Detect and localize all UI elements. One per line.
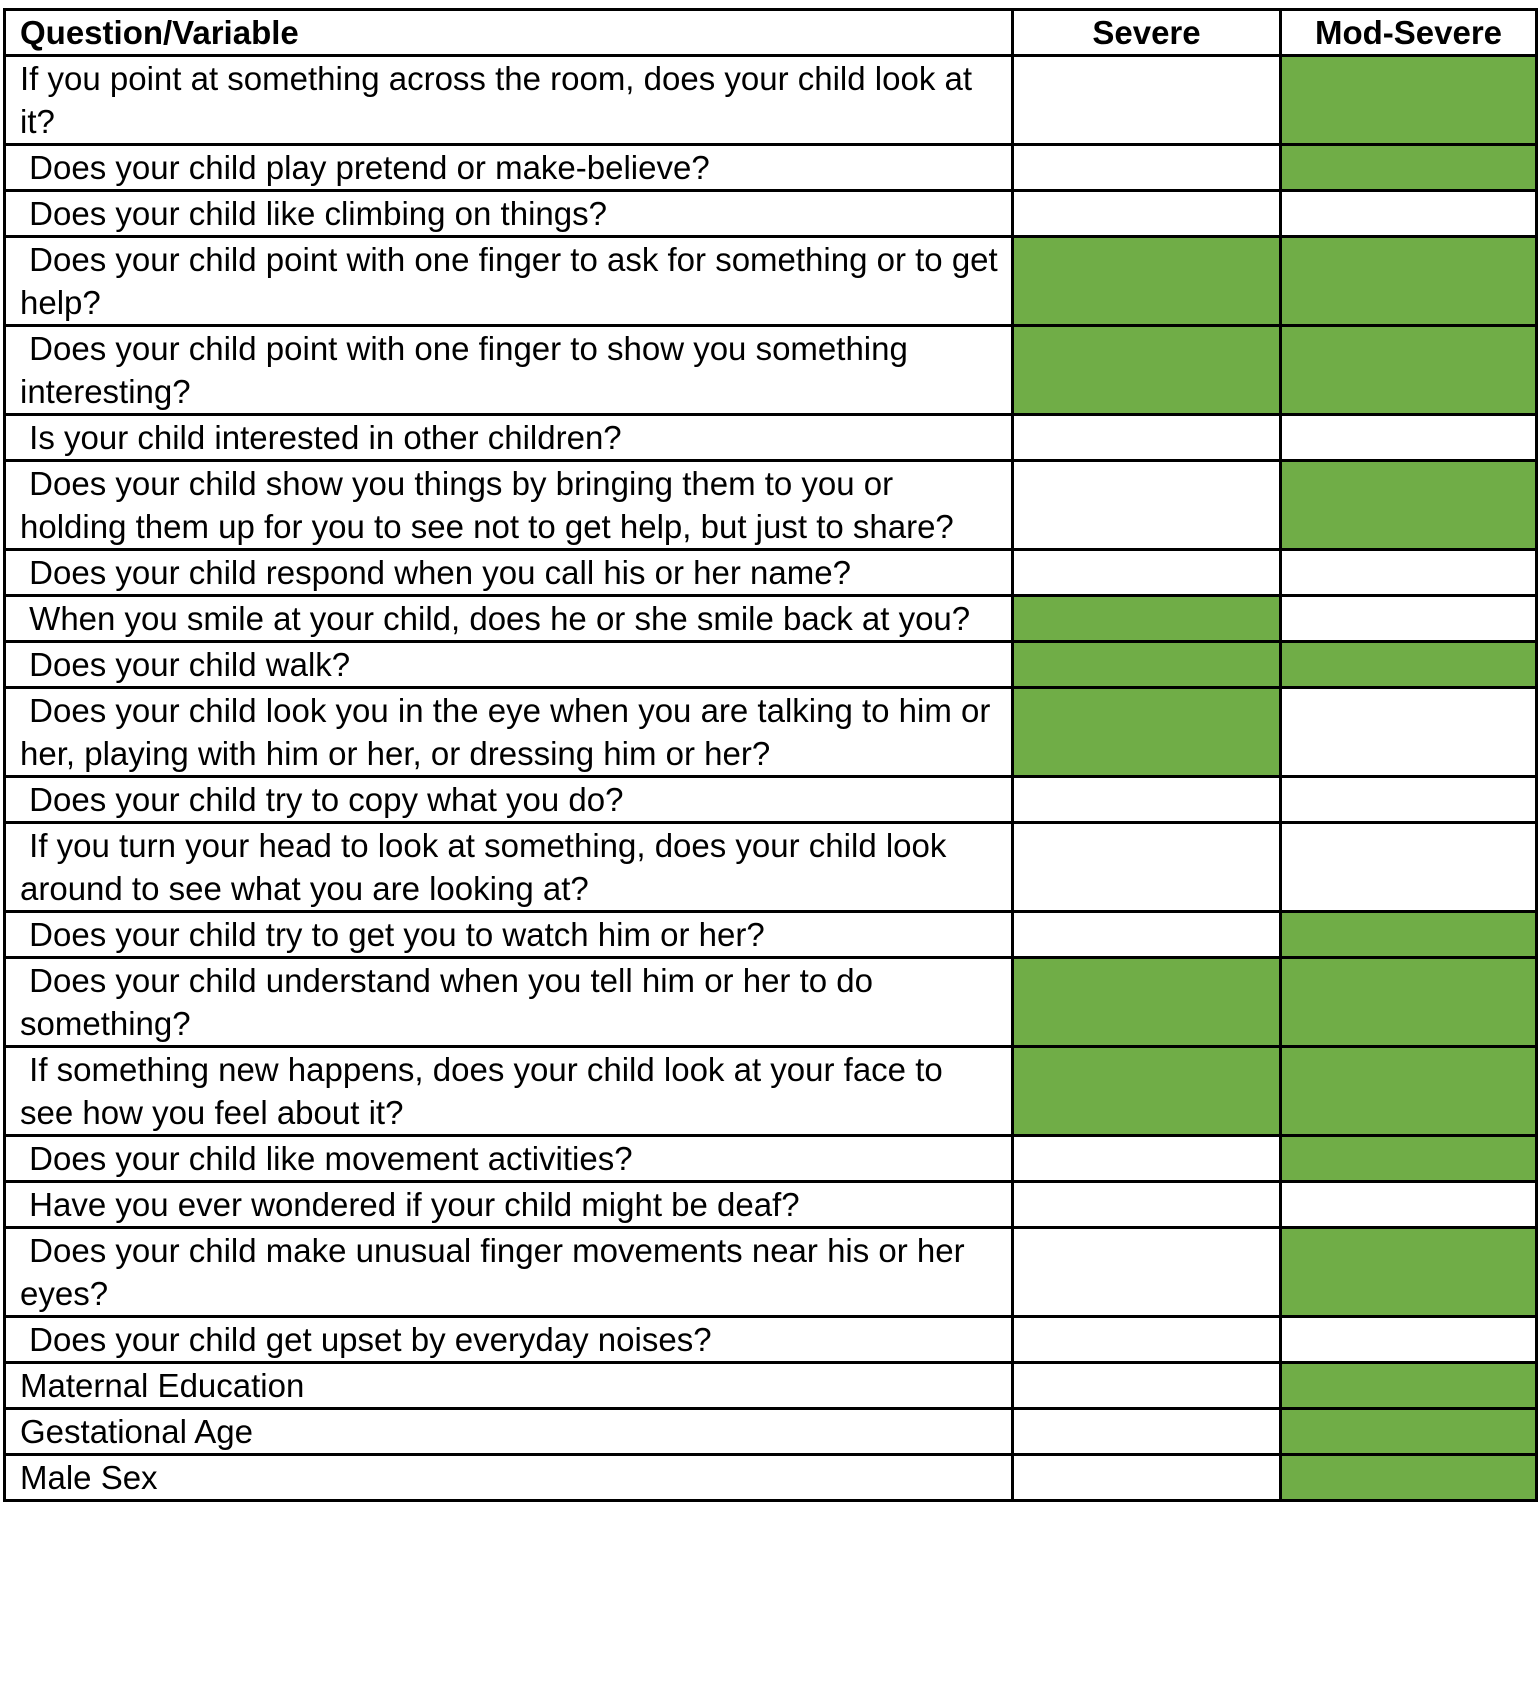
question-cell: Maternal Education bbox=[5, 1363, 1013, 1409]
severe-cell bbox=[1013, 1182, 1281, 1228]
table-row bbox=[5, 550, 1537, 596]
question-cell: Does your child try to get you to watch him or her? bbox=[5, 912, 1013, 958]
severe-cell bbox=[1013, 1136, 1281, 1182]
severe-cell bbox=[1013, 326, 1281, 415]
mod-severe-cell bbox=[1281, 145, 1537, 191]
question-cell: Does your child play pretend or make-believe? bbox=[5, 145, 1013, 191]
mod-severe-cell bbox=[1281, 56, 1537, 145]
question-cell: Does your child walk? bbox=[5, 642, 1013, 688]
mod-severe-cell bbox=[1281, 191, 1537, 237]
severe-cell bbox=[1013, 1409, 1281, 1455]
header-mod-severe: Mod-Severe bbox=[1281, 10, 1537, 56]
severe-cell bbox=[1013, 1455, 1281, 1501]
table-row bbox=[5, 461, 1537, 550]
table-row bbox=[5, 56, 1537, 145]
mod-severe-cell bbox=[1281, 461, 1537, 550]
question-cell: When you smile at your child, does he or she smile back at you? bbox=[5, 596, 1013, 642]
severe-cell bbox=[1013, 596, 1281, 642]
mod-severe-cell bbox=[1281, 1409, 1537, 1455]
table-row bbox=[5, 688, 1537, 777]
table-row bbox=[5, 237, 1537, 326]
severe-cell bbox=[1013, 461, 1281, 550]
question-cell: Have you ever wondered if your child might be deaf? bbox=[5, 1182, 1013, 1228]
mod-severe-cell bbox=[1281, 1317, 1537, 1363]
mod-severe-cell bbox=[1281, 958, 1537, 1047]
mod-severe-cell bbox=[1281, 550, 1537, 596]
table-row bbox=[5, 912, 1537, 958]
table-row bbox=[5, 1182, 1537, 1228]
table-row bbox=[5, 777, 1537, 823]
severe-cell bbox=[1013, 688, 1281, 777]
mod-severe-cell bbox=[1281, 1228, 1537, 1317]
mod-severe-cell bbox=[1281, 415, 1537, 461]
table-row bbox=[5, 1317, 1537, 1363]
severe-cell bbox=[1013, 1228, 1281, 1317]
question-cell: Is your child interested in other children? bbox=[5, 415, 1013, 461]
severe-cell bbox=[1013, 777, 1281, 823]
table-row bbox=[5, 145, 1537, 191]
question-cell: Does your child make unusual finger movements near his or her eyes? bbox=[5, 1228, 1013, 1317]
question-cell: Does your child get upset by everyday noises? bbox=[5, 1317, 1013, 1363]
severe-cell bbox=[1013, 191, 1281, 237]
question-cell: Does your child respond when you call his or her name? bbox=[5, 550, 1013, 596]
question-cell: If you turn your head to look at something, does your child look around to see what you are looking at? bbox=[5, 823, 1013, 912]
table-row bbox=[5, 1363, 1537, 1409]
severe-cell bbox=[1013, 415, 1281, 461]
mod-severe-cell bbox=[1281, 642, 1537, 688]
severe-cell bbox=[1013, 145, 1281, 191]
table-row bbox=[5, 415, 1537, 461]
mod-severe-cell bbox=[1281, 596, 1537, 642]
header-question-variable: Question/Variable bbox=[5, 10, 1013, 56]
table-row bbox=[5, 1136, 1537, 1182]
question-cell: Does your child point with one finger to show you something interesting? bbox=[5, 326, 1013, 415]
mod-severe-cell bbox=[1281, 777, 1537, 823]
question-cell: If something new happens, does your child look at your face to see how you feel about it? bbox=[5, 1047, 1013, 1136]
table-row bbox=[5, 326, 1537, 415]
question-cell: Does your child like movement activities? bbox=[5, 1136, 1013, 1182]
table-row bbox=[5, 958, 1537, 1047]
question-cell: Does your child like climbing on things? bbox=[5, 191, 1013, 237]
question-cell: If you point at something across the room, does your child look at it? bbox=[5, 56, 1013, 145]
table-row bbox=[5, 642, 1537, 688]
question-cell: Does your child understand when you tell him or her to do something? bbox=[5, 958, 1013, 1047]
severe-cell bbox=[1013, 56, 1281, 145]
question-cell: Does your child try to copy what you do? bbox=[5, 777, 1013, 823]
question-cell: Does your child point with one finger to ask for something or to get help? bbox=[5, 237, 1013, 326]
severe-cell bbox=[1013, 912, 1281, 958]
severe-cell bbox=[1013, 1047, 1281, 1136]
mod-severe-cell bbox=[1281, 912, 1537, 958]
question-cell: Male Sex bbox=[5, 1455, 1013, 1501]
mod-severe-cell bbox=[1281, 1182, 1537, 1228]
question-cell: Does your child look you in the eye when you are talking to him or her, playing with him or her, or dressing him or her? bbox=[5, 688, 1013, 777]
severe-cell bbox=[1013, 1363, 1281, 1409]
table-row bbox=[5, 191, 1537, 237]
table-row bbox=[5, 1455, 1537, 1501]
mod-severe-cell bbox=[1281, 823, 1537, 912]
severe-cell bbox=[1013, 550, 1281, 596]
severe-cell bbox=[1013, 237, 1281, 326]
severe-cell bbox=[1013, 1317, 1281, 1363]
table-row bbox=[5, 1228, 1537, 1317]
header-row bbox=[5, 10, 1537, 56]
mod-severe-cell bbox=[1281, 1136, 1537, 1182]
mod-severe-cell bbox=[1281, 1047, 1537, 1136]
severe-cell bbox=[1013, 642, 1281, 688]
table-row bbox=[5, 596, 1537, 642]
mod-severe-cell bbox=[1281, 688, 1537, 777]
mod-severe-cell bbox=[1281, 237, 1537, 326]
question-cell: Gestational Age bbox=[5, 1409, 1013, 1455]
header-severe: Severe bbox=[1013, 10, 1281, 56]
mod-severe-cell bbox=[1281, 1455, 1537, 1501]
table-row bbox=[5, 1409, 1537, 1455]
question-table bbox=[3, 8, 1538, 1502]
severe-cell bbox=[1013, 823, 1281, 912]
table-row bbox=[5, 823, 1537, 912]
table-row bbox=[5, 1047, 1537, 1136]
mod-severe-cell bbox=[1281, 1363, 1537, 1409]
severe-cell bbox=[1013, 958, 1281, 1047]
mod-severe-cell bbox=[1281, 326, 1537, 415]
question-cell: Does your child show you things by bringing them to you or holding them up for you to see not to get help, but just to share? bbox=[5, 461, 1013, 550]
